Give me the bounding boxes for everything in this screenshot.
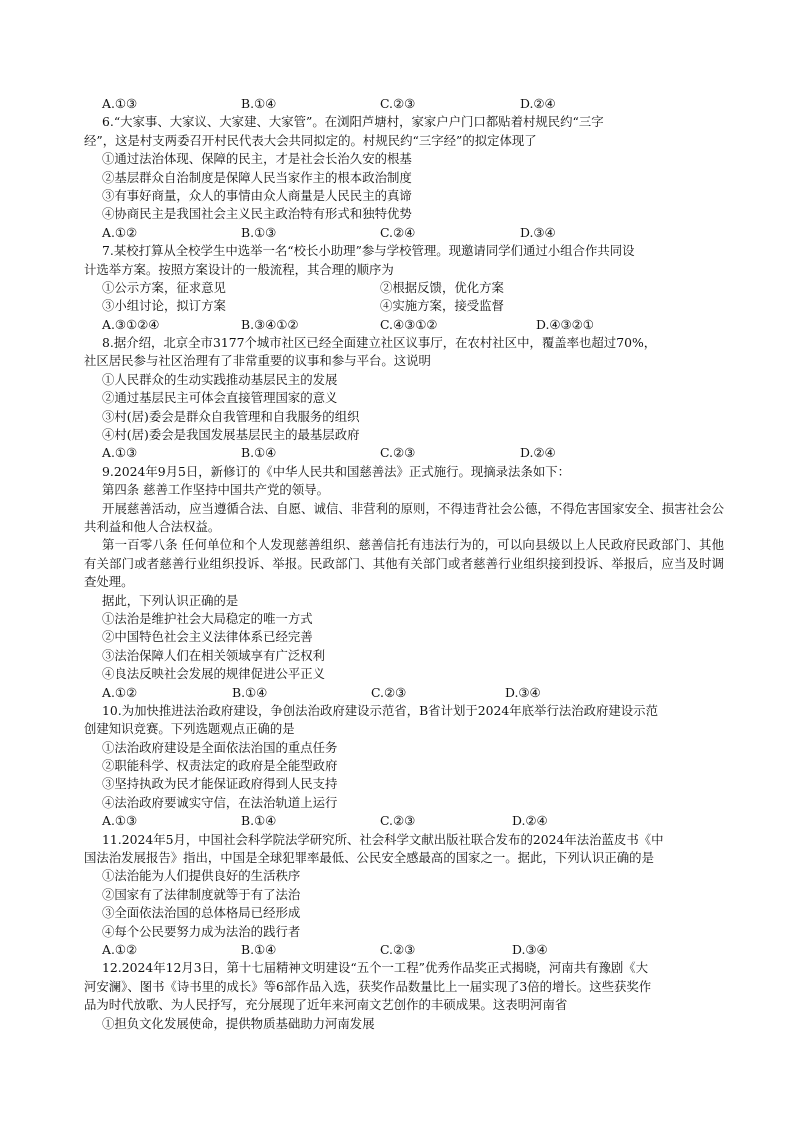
- q11-stem-line-1: 11.2024年5月，中国社会科学院法学研究所、社会科学文献出版社联合发布的2024年法治蓝皮书《中: [102, 831, 664, 847]
- q8-option-c: C.②③: [380, 445, 416, 461]
- q6-item-3: ③有事好商量，众人的事情由众人商量是人民民主的真谛: [102, 187, 412, 203]
- q11-item-1: ①法治能为人们提供良好的生活秩序: [102, 868, 301, 884]
- q6-item-4: ④协商民主是我国社会主义民主政治特有形式和独特优势: [102, 206, 412, 222]
- q9-option-a: A.①②: [102, 684, 138, 700]
- q6-item-1: ①通过法治体现、保障的民主，才是社会长治久安的根基: [102, 151, 412, 167]
- q5-options: [84, 95, 724, 113]
- q12-item-1: ①担负文化发展使命，提供物质基础助力河南发展: [102, 1015, 375, 1031]
- q9-options: [84, 684, 724, 702]
- q10-option-b: B.①④: [241, 813, 277, 829]
- q10-option-d: D.②④: [512, 813, 548, 829]
- q11-item-3: ③全面依法治国的总体格局已经形成: [102, 905, 301, 921]
- q9-option-d: D.③④: [505, 684, 541, 700]
- q10-stem-line-2: 创建知识竞赛。下列选题观点正确的是: [84, 721, 295, 737]
- q12-stem-line-2: 河安澜》、图书《诗书里的成长》等6部作品入选，获奖作品数量比上一届实现了3倍的增长。这些获奖作: [84, 978, 652, 994]
- q7-stem-line-2: 计选举方案。按照方案设计的一般流程，其合理的顺序为: [84, 261, 394, 277]
- q7-items-row-2: [84, 297, 724, 315]
- q7-item-2: ②根据反馈，优化方案: [380, 279, 504, 295]
- q9-item-1: ①法治是维护社会大局稳定的唯一方式: [102, 610, 313, 626]
- q7-item-3: ③小组讨论，拟订方案: [102, 298, 226, 314]
- q8-item-2: ②通过基层民主可体会直接管理国家的意义: [102, 390, 338, 406]
- q7-option-a: A.③①②④: [102, 316, 160, 332]
- q8-option-a: A.①③: [102, 445, 138, 461]
- q11-option-a: A.①②: [102, 942, 138, 957]
- q6-stem-line-1: 6.“大家事、大家议、大家建、大家管”。在浏阳芦塘村，家家户户门口都贴着村规民约“三字: [102, 114, 604, 130]
- q7-option-d: D.④③②①: [536, 316, 594, 332]
- q8-item-4: ④村(居)委会是我国发展基层民主的最基层政府: [102, 427, 360, 443]
- q5-option-d: D.②④: [520, 96, 556, 111]
- q7-options: [84, 316, 724, 334]
- q6-item-2: ②基层群众自治制度是保障人民当家作主的根本政治制度: [102, 169, 412, 185]
- q6-option-a: A.①②: [102, 224, 138, 240]
- q7-items-row-1: [84, 279, 724, 297]
- q8-option-d: D.②④: [520, 445, 556, 461]
- q8-item-1: ①人民群众的生动实践推动基层民主的发展: [102, 371, 338, 387]
- q10-options: [84, 812, 724, 830]
- q11-option-b: B.①④: [241, 942, 277, 957]
- q9-item-4: ④良法反映社会发展的规律促进公平正义: [102, 666, 326, 682]
- q9-lead: 据此，下列认识正确的是: [102, 592, 239, 608]
- q8-options: [84, 444, 724, 462]
- q9-option-c: C.②③: [371, 684, 407, 700]
- q7-stem-line-1: 7.某校打算从全校学生中选举一名“校长小助理”参与学校管理。现邀请同学们通过小组合作共同设: [102, 243, 635, 259]
- q12-stem-line-1: 12.2024年12月3日，第十七届精神文明建设“五个一工程”优秀作品奖正式揭晓，河南共有豫剧《大: [102, 960, 649, 976]
- q7-item-4: ④实施方案，接受监督: [380, 298, 504, 314]
- q11-item-4: ④每个公民要努力成为法治的践行者: [102, 923, 301, 939]
- q7-item-1: ①公示方案，征求意见: [102, 279, 226, 295]
- q10-option-a: A.①③: [102, 813, 138, 829]
- q11-item-2: ②国家有了法律制度就等于有了法治: [102, 886, 301, 902]
- q10-item-3: ③坚持执政为民才能保证政府得到人民支持: [102, 776, 338, 792]
- q10-item-4: ④法治政府要诚实守信，在法治轨道上运行: [102, 794, 338, 810]
- q9-article-4-paragraph: 开展慈善活动，应当遵循合法、自愿、诚信、非营利的原则，不得违背社会公德，不得危害国家安全、损害社会公共利益和他人合法权益。: [84, 500, 724, 534]
- q6-options: [84, 224, 724, 242]
- q5-option-c: C.②③: [380, 96, 416, 111]
- q6-option-b: B.①③: [241, 224, 277, 240]
- q11-option-c: C.②③: [380, 942, 416, 957]
- q6-option-c: C.②④: [380, 224, 416, 240]
- q9-item-2: ②中国特色社会主义法律体系已经完善: [102, 629, 313, 645]
- q9-article-108: 第一百零八条 任何单位和个人发现慈善组织、慈善信托有违法行为的，可以向县级以上人民政府民政部门、其他有关部门或者慈善行业组织投诉、举报。民政部门、其他有关部门或者慈善行业组织接到投诉、举报后，应当及时调查处理。: [84, 537, 724, 590]
- q12-stem-line-3: 品为时代放歌、为人民抒写，充分展现了近年来河南文艺创作的丰硕成果。这表明河南省: [84, 997, 568, 1013]
- exam-content: [84, 95, 724, 1033]
- q8-option-b: B.①④: [241, 445, 277, 461]
- q5-option-a: A.①③: [102, 96, 138, 111]
- q9-option-b: B.①④: [232, 684, 268, 700]
- q7-option-b: B.③④①②: [241, 316, 299, 332]
- q8-stem-line-1: 8.据介绍，北京全市3177个城市社区已经全面建立社区议事厅，在农村社区中，覆盖率也超过70%，: [102, 335, 657, 351]
- q10-item-1: ①法治政府建设是全面依法治国的重点任务: [102, 739, 338, 755]
- q9-stem-line-1: 9.2024年9月5日，新修订的《中华人民共和国慈善法》正式施行。现摘录法条如下：: [102, 463, 571, 479]
- q7-option-c: C.④③①②: [380, 316, 438, 332]
- q6-option-d: D.③④: [520, 224, 556, 240]
- q11-stem-line-2: 国法治发展报告》指出，中国是全球犯罪率最低、公民安全感最高的国家之一。据此，下列认识正确的是: [84, 850, 654, 866]
- q9-article-4: 第四条 慈善工作坚持中国共产党的领导。: [102, 482, 329, 498]
- q6-stem-line-2: 经”，这是村支两委召开村民代表大会共同拟定的。村规民约“三字经”的拟定体现了: [84, 132, 537, 148]
- q5-option-b: B.①④: [241, 96, 277, 111]
- q10-option-c: C.②③: [380, 813, 416, 829]
- q10-item-2: ②职能科学、权责法定的政府是全能型政府: [102, 758, 338, 774]
- q10-stem-line-1: 10.为加快推进法治政府建设，争创法治政府建设示范省，B省计划于2024年底举行法治政府建设示范: [102, 702, 658, 718]
- q8-stem-line-2: 社区居民参与社区治理有了非常重要的议事和参与平台。这说明: [84, 353, 431, 369]
- q9-item-3: ③法治保障人们在相关领域享有广泛权利: [102, 647, 326, 663]
- q11-option-d: D.③④: [512, 942, 548, 957]
- q8-item-3: ③村(居)委会是群众自我管理和自我服务的组织: [102, 408, 360, 424]
- q11-options: [84, 941, 724, 959]
